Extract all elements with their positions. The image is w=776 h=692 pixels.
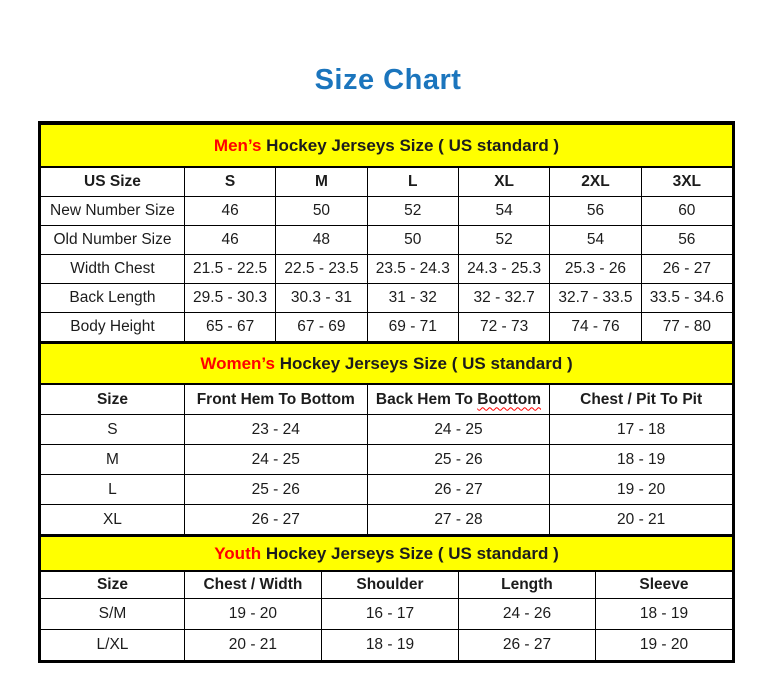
- size-value-cell: 46: [184, 226, 275, 255]
- row-label: L/XL: [41, 630, 185, 661]
- column-header: Size: [41, 384, 185, 415]
- size-value-cell: 19 - 20: [550, 475, 733, 505]
- row-label: Back Length: [41, 284, 185, 313]
- size-value-cell: 20 - 21: [184, 630, 321, 661]
- size-value-cell: 24 - 25: [367, 415, 550, 445]
- row-label: Old Number Size: [41, 226, 185, 255]
- section-band: Men’s Hockey Jerseys Size ( US standard ): [41, 124, 733, 167]
- mens-size-table: [40, 123, 733, 342]
- column-header: Shoulder: [321, 571, 458, 599]
- column-header: 3XL: [641, 167, 732, 197]
- size-value-cell: 65 - 67: [184, 313, 275, 342]
- section-band: Youth Hockey Jerseys Size ( US standard ): [41, 536, 733, 571]
- size-value-cell: 17 - 18: [550, 415, 733, 445]
- size-value-cell: 24 - 25: [184, 445, 367, 475]
- row-label: S: [41, 415, 185, 445]
- size-value-cell: 25 - 26: [184, 475, 367, 505]
- size-value-cell: 69 - 71: [367, 313, 458, 342]
- size-value-cell: 52: [367, 197, 458, 226]
- size-value-cell: 31 - 32: [367, 284, 458, 313]
- size-value-cell: 26 - 27: [641, 255, 732, 284]
- size-value-cell: 26 - 27: [367, 475, 550, 505]
- misspelled-word: Boottom: [477, 390, 541, 408]
- table-row: [41, 313, 733, 342]
- column-header: Length: [458, 571, 595, 599]
- column-header: Size: [41, 571, 185, 599]
- size-value-cell: 19 - 20: [184, 599, 321, 630]
- womens-size-table: [40, 342, 733, 535]
- size-value-cell: 56: [641, 226, 732, 255]
- row-label: M: [41, 445, 185, 475]
- column-header-row: [41, 571, 733, 599]
- column-header: 2XL: [550, 167, 641, 197]
- size-value-cell: 56: [550, 197, 641, 226]
- column-header: XL: [458, 167, 549, 197]
- size-value-cell: 50: [367, 226, 458, 255]
- column-header: Sleeve: [595, 571, 732, 599]
- size-value-cell: 60: [641, 197, 732, 226]
- size-value-cell: 16 - 17: [321, 599, 458, 630]
- size-value-cell: 46: [184, 197, 275, 226]
- size-value-cell: 48: [276, 226, 367, 255]
- size-value-cell: 23 - 24: [184, 415, 367, 445]
- size-value-cell: 26 - 27: [184, 505, 367, 535]
- table-row: [41, 505, 733, 535]
- row-label: New Number Size: [41, 197, 185, 226]
- section-band-row: [41, 536, 733, 571]
- column-header: Chest / Pit To Pit: [550, 384, 733, 415]
- table-row: [41, 475, 733, 505]
- size-value-cell: 72 - 73: [458, 313, 549, 342]
- size-value-cell: 74 - 76: [550, 313, 641, 342]
- column-header-row: [41, 167, 733, 197]
- column-header-row: [41, 384, 733, 415]
- section-band: Women’s Hockey Jerseys Size ( US standard ): [41, 343, 733, 384]
- size-value-cell: 21.5 - 22.5: [184, 255, 275, 284]
- row-label: Body Height: [41, 313, 185, 342]
- size-value-cell: 25.3 - 26: [550, 255, 641, 284]
- column-header: L: [367, 167, 458, 197]
- size-value-cell: 24.3 - 25.3: [458, 255, 549, 284]
- table-row: [41, 255, 733, 284]
- size-value-cell: 67 - 69: [276, 313, 367, 342]
- section-band-row: [41, 124, 733, 167]
- size-value-cell: 24 - 26: [458, 599, 595, 630]
- size-value-cell: 77 - 80: [641, 313, 732, 342]
- row-label: Width Chest: [41, 255, 185, 284]
- size-value-cell: 18 - 19: [321, 630, 458, 661]
- section-accent-label: Men’s: [213, 135, 262, 155]
- row-label: L: [41, 475, 185, 505]
- size-chart: [38, 121, 735, 663]
- size-value-cell: 26 - 27: [458, 630, 595, 661]
- column-header: S: [184, 167, 275, 197]
- section-band-row: [41, 343, 733, 384]
- size-value-cell: 18 - 19: [595, 599, 732, 630]
- row-label: S/M: [41, 599, 185, 630]
- size-value-cell: 32.7 - 33.5: [550, 284, 641, 313]
- table-row: [41, 445, 733, 475]
- size-value-cell: 54: [550, 226, 641, 255]
- table-row: [41, 415, 733, 445]
- size-value-cell: 22.5 - 23.5: [276, 255, 367, 284]
- size-value-cell: 27 - 28: [367, 505, 550, 535]
- table-row: [41, 630, 733, 661]
- size-value-cell: 18 - 19: [550, 445, 733, 475]
- size-value-cell: 23.5 - 24.3: [367, 255, 458, 284]
- size-value-cell: 52: [458, 226, 549, 255]
- row-label: XL: [41, 505, 185, 535]
- size-value-cell: 32 - 32.7: [458, 284, 549, 313]
- table-row: [41, 197, 733, 226]
- column-header: US Size: [41, 167, 185, 197]
- size-value-cell: 25 - 26: [367, 445, 550, 475]
- section-accent-label: Women’s: [200, 353, 275, 373]
- size-value-cell: 30.3 - 31: [276, 284, 367, 313]
- size-value-cell: 20 - 21: [550, 505, 733, 535]
- table-row: [41, 226, 733, 255]
- size-value-cell: 19 - 20: [595, 630, 732, 661]
- column-header: Back Hem To Boottom: [367, 384, 550, 415]
- youth-size-table: [40, 535, 733, 661]
- table-row: [41, 284, 733, 313]
- column-header: M: [276, 167, 367, 197]
- section-accent-label: Youth: [214, 543, 262, 563]
- column-header: Front Hem To Bottom: [184, 384, 367, 415]
- size-value-cell: 54: [458, 197, 549, 226]
- size-value-cell: 33.5 - 34.6: [641, 284, 732, 313]
- table-row: [41, 599, 733, 630]
- size-value-cell: 29.5 - 30.3: [184, 284, 275, 313]
- size-value-cell: 50: [276, 197, 367, 226]
- page-title: Size Chart: [314, 64, 462, 96]
- column-header: Chest / Width: [184, 571, 321, 599]
